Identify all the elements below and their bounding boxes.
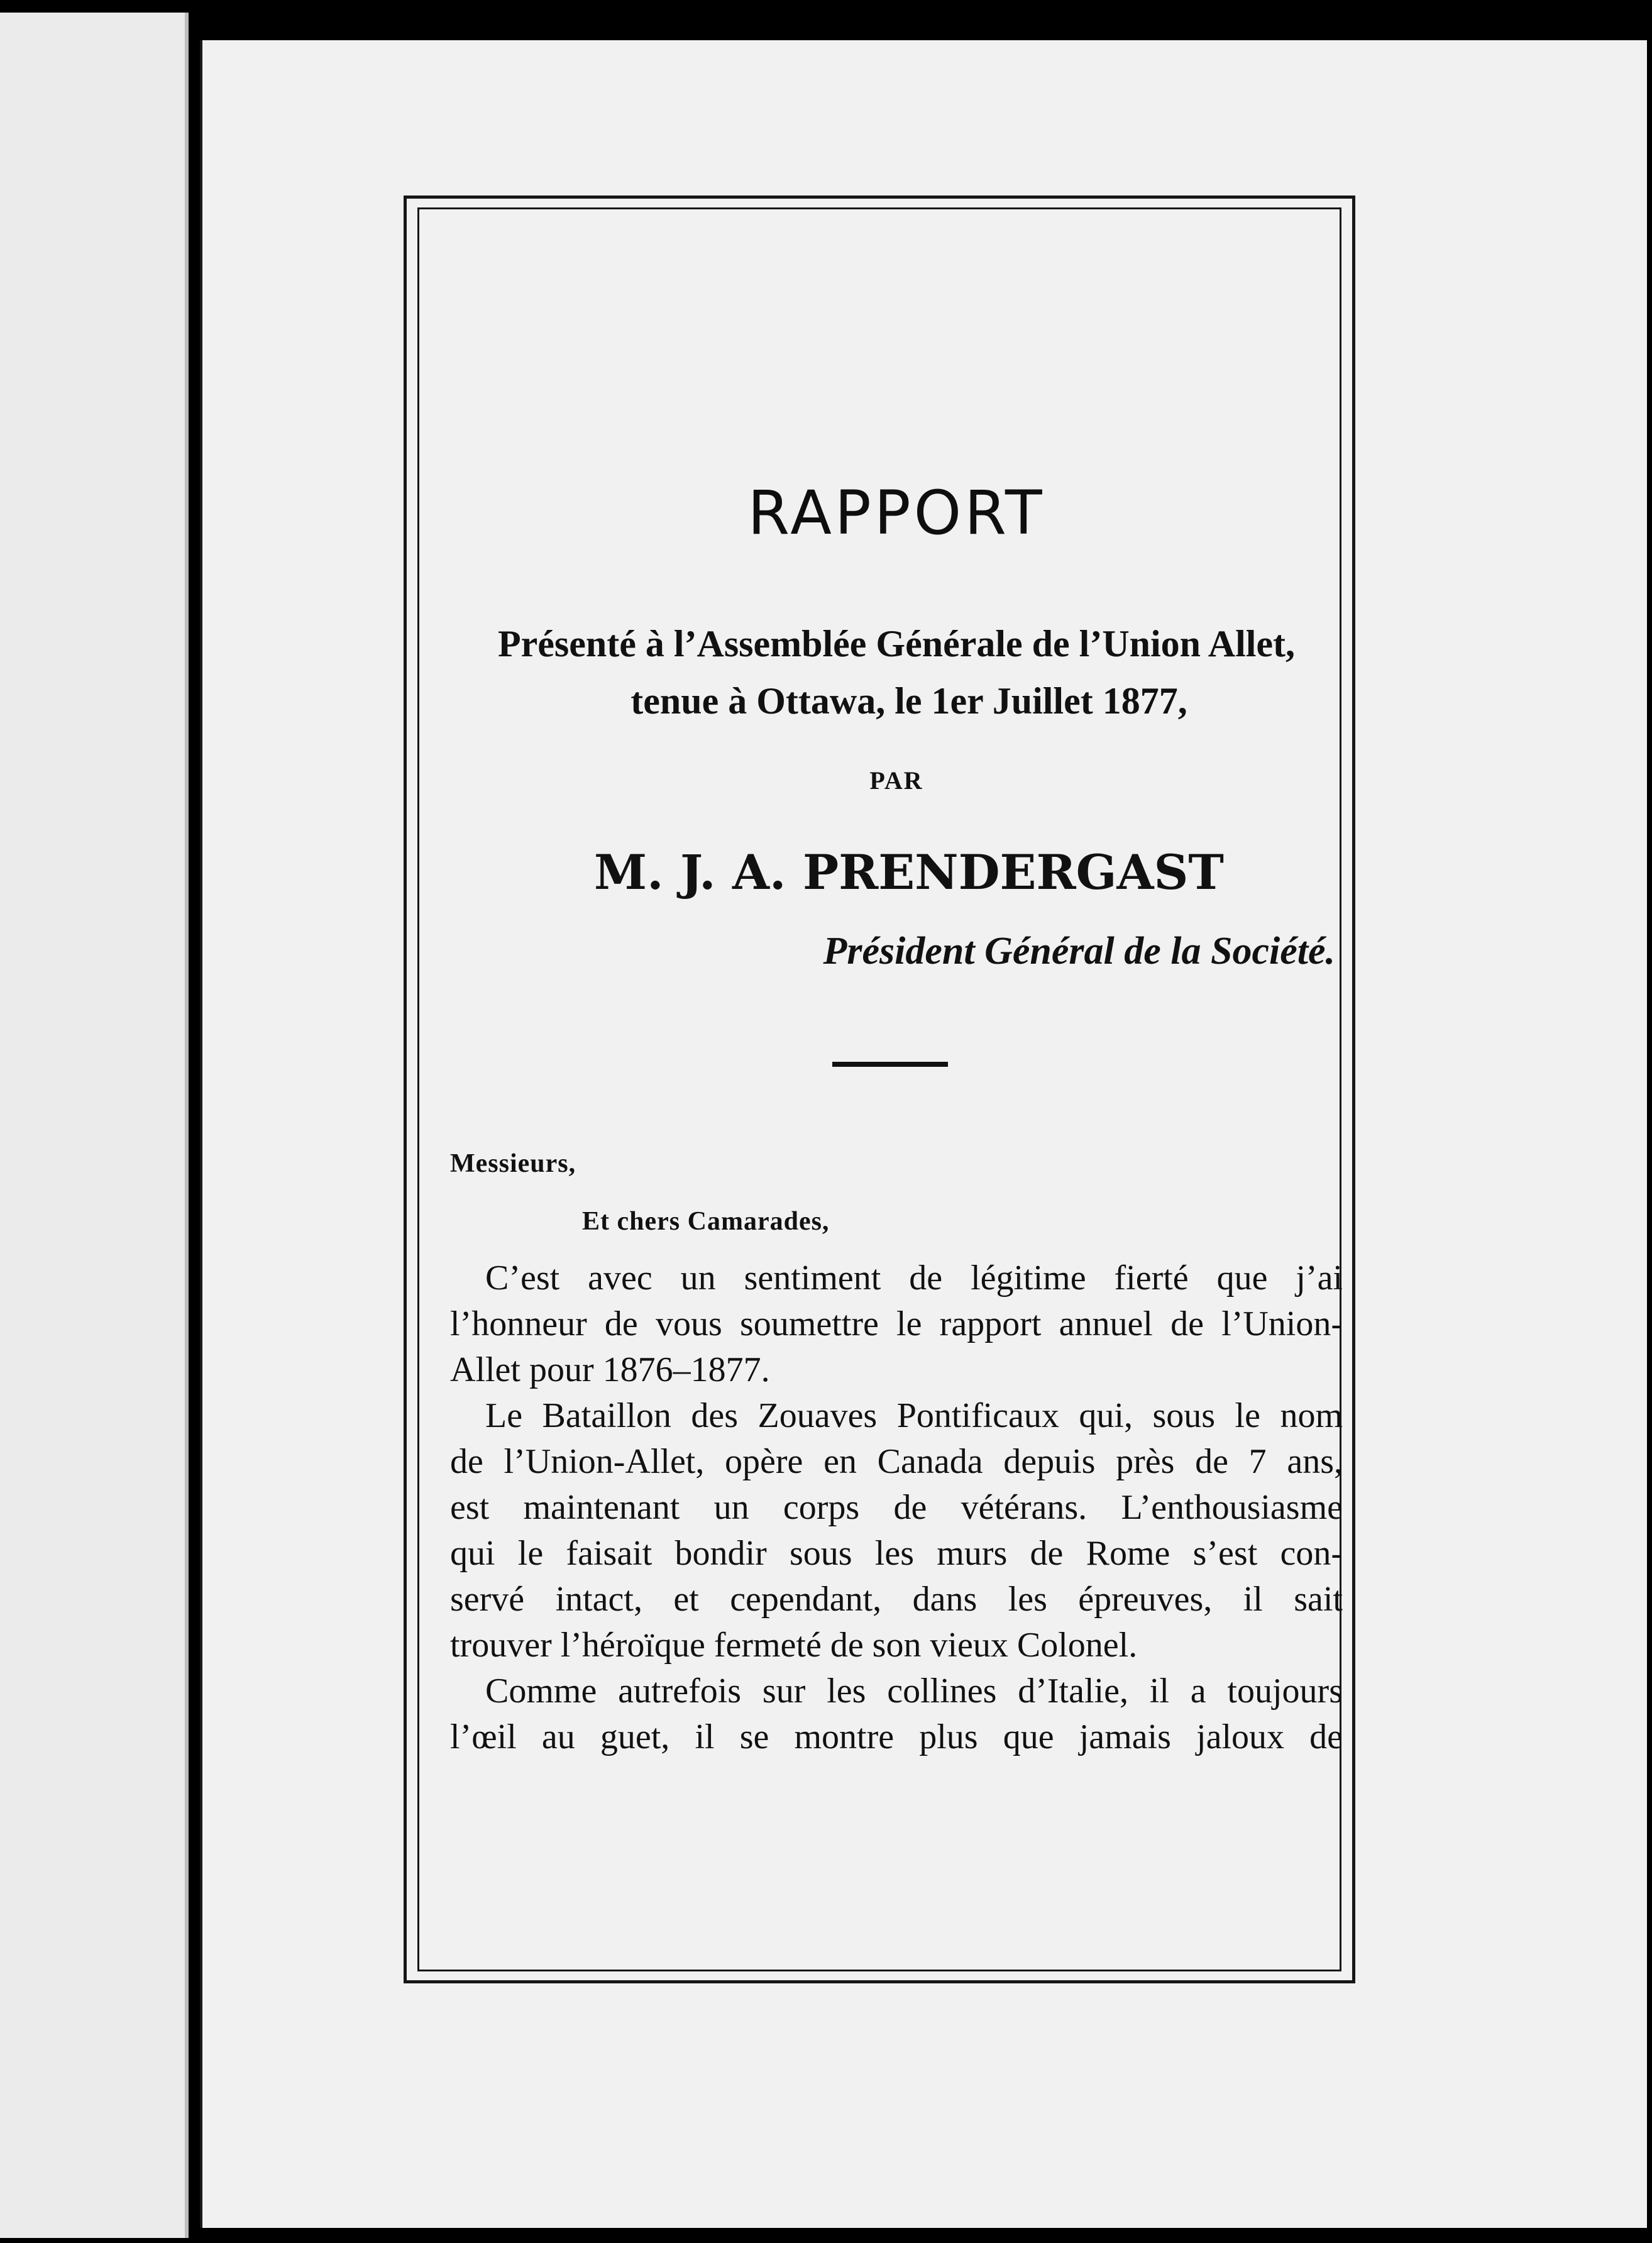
body-text — [450, 1255, 1343, 1760]
text-line: l’honneur de vous soumettre le rapport annuel de l’Union- — [450, 1304, 1343, 1343]
subtitle-line-1: Présenté à l’Assemblée Générale de l’Union Allet, — [497, 623, 1296, 664]
page-content — [450, 478, 1343, 1760]
author-title: Président Général de la Société. — [823, 930, 1335, 973]
paragraph-2 — [450, 1393, 1343, 1668]
text-line: servé intact, et cependant, dans les épreuves, il sait — [450, 1580, 1343, 1619]
document-title: RAPPORT — [747, 478, 1045, 548]
salutation-line-1: Messieurs, — [450, 1149, 576, 1178]
paragraph-3 — [450, 1668, 1343, 1760]
text-line: Allet pour 1876–1877. — [450, 1350, 770, 1389]
page-fold — [185, 13, 189, 2238]
text-line: C’est avec un sentiment de légitime fierté que j’ai — [485, 1259, 1343, 1298]
by-label: PAR — [869, 766, 923, 795]
text-line: l’œil au guet, il se montre plus que jamais jaloux de — [450, 1717, 1343, 1756]
paragraph-1 — [450, 1255, 1343, 1393]
subtitle-line-2: tenue à Ottawa, le 1er Juillet 1877, — [631, 680, 1187, 722]
text-line: Comme autrefois sur les collines d’Italie, il a toujours — [485, 1672, 1343, 1711]
text-line: Le Bataillon des Zouaves Pontificaux qui, sous le nom — [485, 1396, 1343, 1435]
author-name: M. J. A. PRENDERGAST — [594, 844, 1224, 900]
text-line: est maintenant un corps de vétérans. L’enthousiasme — [450, 1488, 1343, 1527]
facing-page-edge — [0, 13, 189, 2238]
text-line: qui le faisait bondir sous les murs de Rome s’est con- — [450, 1534, 1343, 1573]
salutation-line-2: Et chers Camarades, — [582, 1207, 830, 1236]
section-divider — [832, 1062, 948, 1067]
text-line: trouver l’héroïque fermeté de son vieux Colonel. — [450, 1626, 1138, 1665]
text-line: de l’Union-Allet, opère en Canada depuis près de 7 ans, — [450, 1442, 1343, 1481]
